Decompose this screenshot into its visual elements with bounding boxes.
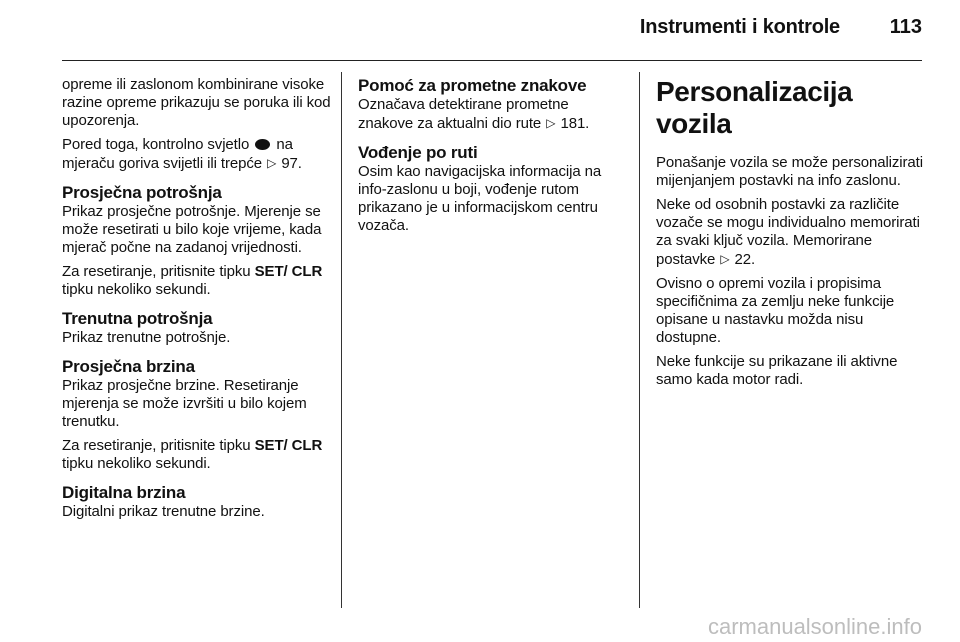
- section-heading: Digitalna brzina: [62, 483, 186, 502]
- section-heading: Trenutna potrošnja: [62, 309, 213, 328]
- paragraph-text: tipku nekoliko sekundi.: [62, 281, 211, 298]
- paragraph: [62, 437, 332, 473]
- paragraph: opreme ili zaslonom kombinirane visoke razine opreme prikazuju se poruka ili kod upozorenja.: [62, 76, 331, 129]
- page-reference: 181.: [560, 115, 590, 132]
- paragraph-text: Neke od osobnih postavki za različite vozače se mogu individualno memorirati za svaki ključ vozila. Memorirane postavke: [656, 196, 920, 268]
- paragraph: [358, 96, 626, 133]
- cross-reference-arrow-icon: ▷: [546, 116, 556, 130]
- page-reference: 97.: [281, 155, 302, 172]
- chapter-heading: Personalizacija vozila: [656, 76, 853, 139]
- paragraph: [656, 196, 926, 269]
- key-label: SET/ CLR: [254, 437, 323, 454]
- paragraph: Ovisno o opremi vozila i propisima specifičnima za zemlju neke funkcije opisane u nastavku možda nisu dostupne.: [656, 275, 895, 346]
- fuel-indicator-dot-icon: [255, 139, 270, 150]
- header-divider: [62, 60, 922, 61]
- paragraph: Prikaz trenutne potrošnje.: [62, 329, 231, 346]
- section-heading: Pomoć za prometne znakove: [358, 76, 587, 95]
- column-divider-2: [639, 72, 640, 608]
- paragraph-text: na mjeraču goriva svijetli ili trepće: [62, 136, 293, 172]
- key-label: SET/ CLR: [254, 263, 323, 280]
- cross-reference-arrow-icon: ▷: [267, 156, 277, 170]
- page-reference: 22.: [734, 251, 756, 268]
- column-left: [62, 76, 332, 527]
- paragraph: Osim kao navigacijska informacija na info-zaslonu u boji, vođenje rutom prikazano je u informacijskom centru vozača.: [358, 163, 602, 234]
- paragraph-text: Označava detektirane prometne znakove za aktualni dio rute: [358, 96, 569, 132]
- section-heading: Prosječna potrošnja: [62, 183, 222, 202]
- watermark: carmanualsonline.info: [707, 614, 922, 639]
- section-heading: Vođenje po ruti: [358, 143, 478, 162]
- paragraph: Prikaz prosječne brzine. Resetiranje mjerenja se može izvršiti u bilo kojem trenutku.: [62, 377, 307, 430]
- section-heading: Prosječna brzina: [62, 357, 195, 376]
- column-middle: [358, 76, 626, 241]
- paragraph-text: tipku nekoliko sekundi.: [62, 455, 211, 472]
- paragraph-text: Za resetiranje, pritisnite tipku: [62, 263, 251, 280]
- paragraph: Digitalni prikaz trenutne brzine.: [62, 503, 265, 520]
- column-divider-1: [341, 72, 342, 608]
- paragraph: [62, 136, 332, 173]
- column-right: [656, 76, 926, 395]
- paragraph: Prikaz prosječne potrošnje. Mjerenje se može resetirati u bilo koje vrijeme, kada mjerač počne na zadanoj vrijednosti.: [62, 203, 322, 256]
- paragraph: [62, 263, 332, 299]
- page-number: 113: [889, 16, 922, 38]
- paragraph-text: Za resetiranje, pritisnite tipku: [62, 437, 251, 454]
- paragraph: Neke funkcije su prikazane ili aktivne samo kada motor radi.: [656, 353, 898, 388]
- cross-reference-arrow-icon: ▷: [720, 252, 730, 266]
- paragraph-text: Pored toga, kontrolno svjetlo: [62, 136, 250, 153]
- page-header-title: Instrumenti i kontrole: [639, 16, 840, 38]
- paragraph: Ponašanje vozila se može personalizirati mijenjanjem postavki na info zaslonu.: [656, 154, 923, 189]
